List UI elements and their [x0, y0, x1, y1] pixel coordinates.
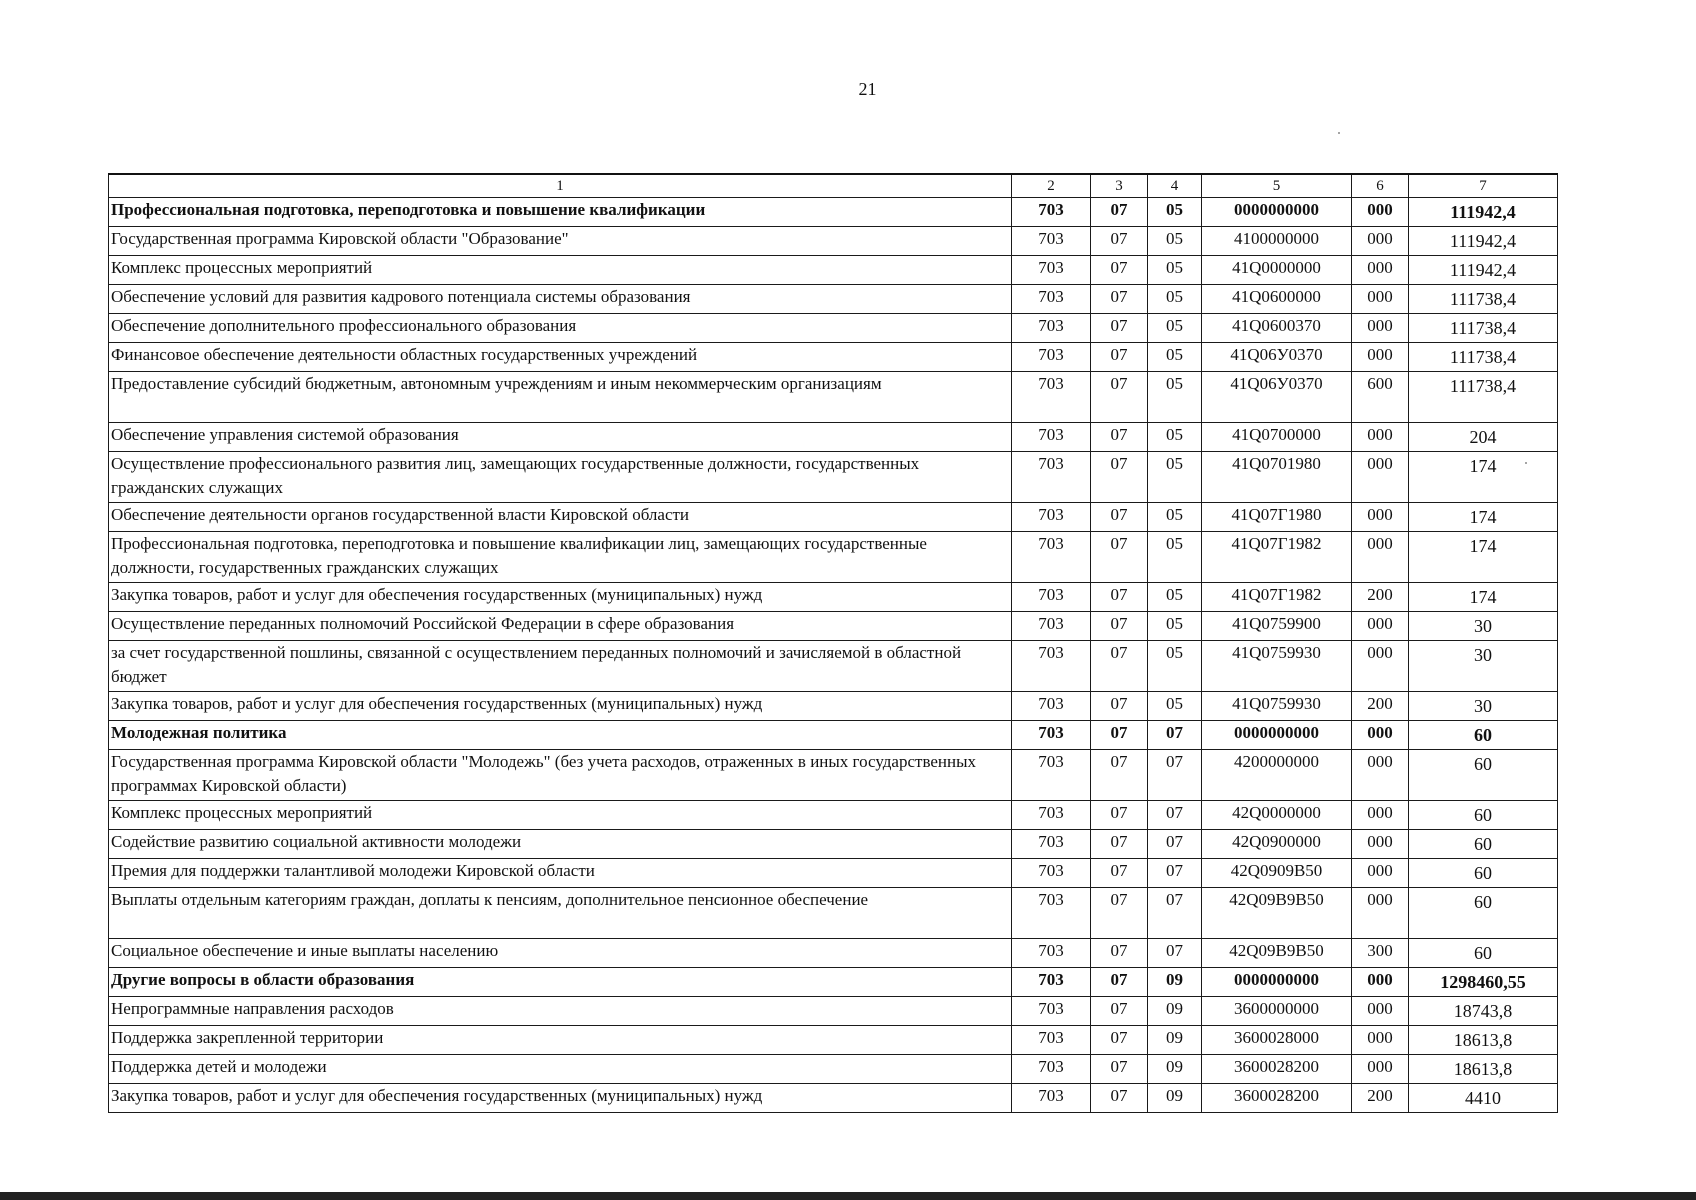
scan-speck [1525, 462, 1527, 464]
row-amount: 30 [1409, 692, 1558, 721]
row-section: 07 [1091, 314, 1148, 343]
row-target-article: 41Q07Г1980 [1202, 503, 1352, 532]
row-subsection: 05 [1148, 343, 1202, 372]
row-section: 07 [1091, 285, 1148, 314]
row-expense-type: 200 [1352, 1084, 1409, 1113]
row-target-article: 41Q06У0370 [1202, 372, 1352, 423]
row-subsection: 05 [1148, 583, 1202, 612]
row-subsection: 05 [1148, 503, 1202, 532]
row-target-article: 41Q07Г1982 [1202, 583, 1352, 612]
row-expense-type: 200 [1352, 583, 1409, 612]
row-target-article: 41Q06У0370 [1202, 343, 1352, 372]
row-target-article: 0000000000 [1202, 968, 1352, 997]
row-amount: 174 [1409, 583, 1558, 612]
row-subsection: 05 [1148, 452, 1202, 503]
row-name: Предоставление субсидий бюджетным, автономным учреждениям и иным некоммерческим организациям [109, 372, 1012, 423]
row-section: 07 [1091, 423, 1148, 452]
table-row [109, 888, 1558, 939]
row-subsection: 07 [1148, 830, 1202, 859]
header-col-7: 7 [1409, 174, 1558, 198]
row-subsection: 09 [1148, 1055, 1202, 1084]
row-name: Другие вопросы в области образования [109, 968, 1012, 997]
row-amount: 111942,4 [1409, 227, 1558, 256]
table-row [109, 968, 1558, 997]
row-section: 07 [1091, 968, 1148, 997]
row-code-admin: 703 [1012, 968, 1091, 997]
row-code-admin: 703 [1012, 750, 1091, 801]
row-section: 07 [1091, 1084, 1148, 1113]
row-amount: 18613,8 [1409, 1026, 1558, 1055]
row-code-admin: 703 [1012, 641, 1091, 692]
row-section: 07 [1091, 343, 1148, 372]
row-target-article: 41Q0000000 [1202, 256, 1352, 285]
table-row [109, 1084, 1558, 1113]
row-code-admin: 703 [1012, 939, 1091, 968]
row-name: Закупка товаров, работ и услуг для обеспечения государственных (муниципальных) нужд [109, 583, 1012, 612]
row-subsection: 05 [1148, 641, 1202, 692]
row-amount: 18743,8 [1409, 997, 1558, 1026]
row-section: 07 [1091, 692, 1148, 721]
row-subsection: 09 [1148, 1084, 1202, 1113]
row-section: 07 [1091, 997, 1148, 1026]
row-target-article: 41Q0600000 [1202, 285, 1352, 314]
row-code-admin: 703 [1012, 372, 1091, 423]
row-expense-type: 000 [1352, 750, 1409, 801]
table-row [109, 452, 1558, 503]
row-code-admin: 703 [1012, 503, 1091, 532]
row-subsection: 05 [1148, 532, 1202, 583]
row-code-admin: 703 [1012, 314, 1091, 343]
row-section: 07 [1091, 721, 1148, 750]
row-expense-type: 000 [1352, 1026, 1409, 1055]
header-col-4: 4 [1148, 174, 1202, 198]
row-name: Осуществление переданных полномочий Российской Федерации в сфере образования [109, 612, 1012, 641]
row-section: 07 [1091, 801, 1148, 830]
row-code-admin: 703 [1012, 692, 1091, 721]
row-target-article: 3600028200 [1202, 1055, 1352, 1084]
budget-table [108, 173, 1558, 1113]
row-amount: 111942,4 [1409, 198, 1558, 227]
row-section: 07 [1091, 612, 1148, 641]
row-amount: 60 [1409, 830, 1558, 859]
row-expense-type: 000 [1352, 801, 1409, 830]
row-expense-type: 000 [1352, 968, 1409, 997]
row-subsection: 05 [1148, 314, 1202, 343]
row-expense-type: 000 [1352, 997, 1409, 1026]
row-amount: 60 [1409, 801, 1558, 830]
row-amount: 111738,4 [1409, 343, 1558, 372]
row-code-admin: 703 [1012, 583, 1091, 612]
row-target-article: 41Q0759930 [1202, 641, 1352, 692]
row-section: 07 [1091, 503, 1148, 532]
row-section: 07 [1091, 1026, 1148, 1055]
table-row [109, 612, 1558, 641]
row-expense-type: 000 [1352, 830, 1409, 859]
row-name: Социальное обеспечение и иные выплаты населению [109, 939, 1012, 968]
row-name: за счет государственной пошлины, связанной с осуществлением переданных полномочий и зачисляемой в областной бюджет [109, 641, 1012, 692]
row-subsection: 07 [1148, 939, 1202, 968]
row-target-article: 41Q0700000 [1202, 423, 1352, 452]
row-expense-type: 000 [1352, 503, 1409, 532]
row-expense-type: 000 [1352, 888, 1409, 939]
row-code-admin: 703 [1012, 859, 1091, 888]
table-row [109, 1055, 1558, 1084]
row-target-article: 42Q09B9B50 [1202, 939, 1352, 968]
row-name: Государственная программа Кировской области "Образование" [109, 227, 1012, 256]
table-row [109, 227, 1558, 256]
row-code-admin: 703 [1012, 1084, 1091, 1113]
row-target-article: 41Q0759930 [1202, 692, 1352, 721]
row-section: 07 [1091, 888, 1148, 939]
row-subsection: 07 [1148, 801, 1202, 830]
row-name: Финансовое обеспечение деятельности областных государственных учреждений [109, 343, 1012, 372]
row-expense-type: 000 [1352, 256, 1409, 285]
row-code-admin: 703 [1012, 227, 1091, 256]
row-amount: 111738,4 [1409, 372, 1558, 423]
row-name: Обеспечение управления системой образования [109, 423, 1012, 452]
row-name: Профессиональная подготовка, переподготовка и повышение квалификации [109, 198, 1012, 227]
row-subsection: 09 [1148, 1026, 1202, 1055]
table-row [109, 750, 1558, 801]
table-row [109, 692, 1558, 721]
header-col-5: 5 [1202, 174, 1352, 198]
row-expense-type: 000 [1352, 721, 1409, 750]
row-name: Закупка товаров, работ и услуг для обеспечения государственных (муниципальных) нужд [109, 1084, 1012, 1113]
row-expense-type: 000 [1352, 859, 1409, 888]
row-expense-type: 000 [1352, 314, 1409, 343]
row-amount: 111942,4 [1409, 256, 1558, 285]
row-code-admin: 703 [1012, 612, 1091, 641]
row-amount: 174 [1409, 532, 1558, 583]
row-target-article: 42Q09B9B50 [1202, 888, 1352, 939]
row-subsection: 05 [1148, 285, 1202, 314]
row-name: Комплекс процессных мероприятий [109, 801, 1012, 830]
table-row [109, 859, 1558, 888]
table-row [109, 423, 1558, 452]
table-row [109, 343, 1558, 372]
row-name: Поддержка детей и молодежи [109, 1055, 1012, 1084]
header-col-6: 6 [1352, 174, 1409, 198]
row-code-admin: 703 [1012, 997, 1091, 1026]
row-expense-type: 300 [1352, 939, 1409, 968]
table-row [109, 1026, 1558, 1055]
table-row [109, 198, 1558, 227]
row-name: Осуществление профессионального развития лиц, замещающих государственные должности, государственных гражданских служащих [109, 452, 1012, 503]
row-code-admin: 703 [1012, 830, 1091, 859]
row-name: Закупка товаров, работ и услуг для обеспечения государственных (муниципальных) нужд [109, 692, 1012, 721]
row-name: Обеспечение дополнительного профессионального образования [109, 314, 1012, 343]
table-row [109, 503, 1558, 532]
row-name: Непрограммные направления расходов [109, 997, 1012, 1026]
row-subsection: 09 [1148, 968, 1202, 997]
row-expense-type: 000 [1352, 641, 1409, 692]
row-target-article: 4200000000 [1202, 750, 1352, 801]
row-amount: 18613,8 [1409, 1055, 1558, 1084]
row-code-admin: 703 [1012, 343, 1091, 372]
table-row [109, 372, 1558, 423]
row-expense-type: 000 [1352, 423, 1409, 452]
row-expense-type: 600 [1352, 372, 1409, 423]
row-name: Государственная программа Кировской области "Молодежь" (без учета расходов, отраженных в иных государственных программах Кировской области) [109, 750, 1012, 801]
row-code-admin: 703 [1012, 1055, 1091, 1084]
row-subsection: 09 [1148, 997, 1202, 1026]
row-amount: 174 [1409, 503, 1558, 532]
row-amount: 60 [1409, 888, 1558, 939]
row-subsection: 07 [1148, 888, 1202, 939]
row-code-admin: 703 [1012, 256, 1091, 285]
row-code-admin: 703 [1012, 1026, 1091, 1055]
page-number: 21 [858, 79, 877, 99]
row-amount: 174 [1409, 452, 1558, 503]
row-amount: 60 [1409, 750, 1558, 801]
row-amount: 111738,4 [1409, 285, 1558, 314]
row-section: 07 [1091, 256, 1148, 285]
row-section: 07 [1091, 750, 1148, 801]
table-row [109, 532, 1558, 583]
row-section: 07 [1091, 583, 1148, 612]
header-col-2: 2 [1012, 174, 1091, 198]
row-target-article: 42Q0909B50 [1202, 859, 1352, 888]
row-amount: 30 [1409, 612, 1558, 641]
row-code-admin: 703 [1012, 801, 1091, 830]
row-section: 07 [1091, 859, 1148, 888]
row-code-admin: 703 [1012, 198, 1091, 227]
scan-speck [1338, 132, 1340, 134]
row-expense-type: 000 [1352, 198, 1409, 227]
row-subsection: 07 [1148, 859, 1202, 888]
row-name: Содействие развитию социальной активности молодежи [109, 830, 1012, 859]
header-col-1: 1 [109, 174, 1012, 198]
row-subsection: 07 [1148, 750, 1202, 801]
row-section: 07 [1091, 641, 1148, 692]
row-expense-type: 000 [1352, 452, 1409, 503]
table-header-row [109, 174, 1558, 198]
row-expense-type: 000 [1352, 532, 1409, 583]
row-section: 07 [1091, 1055, 1148, 1084]
row-code-admin: 703 [1012, 888, 1091, 939]
table-row [109, 285, 1558, 314]
row-amount: 60 [1409, 939, 1558, 968]
row-section: 07 [1091, 452, 1148, 503]
row-name: Выплаты отдельным категориям граждан, доплаты к пенсиям, дополнительное пенсионное обеспечение [109, 888, 1012, 939]
row-target-article: 3600000000 [1202, 997, 1352, 1026]
row-expense-type: 000 [1352, 285, 1409, 314]
row-section: 07 [1091, 830, 1148, 859]
row-amount: 30 [1409, 641, 1558, 692]
table-row [109, 721, 1558, 750]
row-expense-type: 000 [1352, 343, 1409, 372]
row-subsection: 05 [1148, 692, 1202, 721]
header-col-3: 3 [1091, 174, 1148, 198]
row-target-article: 0000000000 [1202, 721, 1352, 750]
row-name: Поддержка закрепленной территории [109, 1026, 1012, 1055]
table-row [109, 801, 1558, 830]
row-target-article: 42Q0000000 [1202, 801, 1352, 830]
table-row [109, 583, 1558, 612]
row-code-admin: 703 [1012, 423, 1091, 452]
row-target-article: 0000000000 [1202, 198, 1352, 227]
row-name: Молодежная политика [109, 721, 1012, 750]
row-section: 07 [1091, 198, 1148, 227]
row-code-admin: 703 [1012, 285, 1091, 314]
row-target-article: 41Q0701980 [1202, 452, 1352, 503]
row-amount: 1298460,55 [1409, 968, 1558, 997]
row-target-article: 41Q0759900 [1202, 612, 1352, 641]
row-target-article: 41Q07Г1982 [1202, 532, 1352, 583]
row-target-article: 41Q0600370 [1202, 314, 1352, 343]
table-row [109, 256, 1558, 285]
table-row [109, 939, 1558, 968]
table-row [109, 641, 1558, 692]
row-name: Комплекс процессных мероприятий [109, 256, 1012, 285]
row-amount: 111738,4 [1409, 314, 1558, 343]
row-subsection: 05 [1148, 372, 1202, 423]
row-amount: 4410 [1409, 1084, 1558, 1113]
row-amount: 60 [1409, 859, 1558, 888]
row-name: Обеспечение условий для развития кадрового потенциала системы образования [109, 285, 1012, 314]
row-section: 07 [1091, 372, 1148, 423]
row-subsection: 05 [1148, 612, 1202, 641]
row-expense-type: 000 [1352, 612, 1409, 641]
table-row [109, 314, 1558, 343]
row-target-article: 3600028000 [1202, 1026, 1352, 1055]
row-expense-type: 000 [1352, 227, 1409, 256]
row-subsection: 07 [1148, 721, 1202, 750]
row-code-admin: 703 [1012, 452, 1091, 503]
row-name: Обеспечение деятельности органов государственной власти Кировской области [109, 503, 1012, 532]
row-subsection: 05 [1148, 227, 1202, 256]
row-section: 07 [1091, 532, 1148, 583]
row-code-admin: 703 [1012, 721, 1091, 750]
row-amount: 204 [1409, 423, 1558, 452]
row-target-article: 42Q0900000 [1202, 830, 1352, 859]
row-target-article: 4100000000 [1202, 227, 1352, 256]
row-section: 07 [1091, 227, 1148, 256]
row-subsection: 05 [1148, 423, 1202, 452]
table-body [109, 198, 1558, 1113]
row-expense-type: 000 [1352, 1055, 1409, 1084]
row-expense-type: 200 [1352, 692, 1409, 721]
table-row [109, 997, 1558, 1026]
row-name: Профессиональная подготовка, переподготовка и повышение квалификации лиц, замещающих государственные должности, государственных гражданских служащих [109, 532, 1012, 583]
row-section: 07 [1091, 939, 1148, 968]
row-code-admin: 703 [1012, 532, 1091, 583]
row-subsection: 05 [1148, 256, 1202, 285]
row-amount: 60 [1409, 721, 1558, 750]
table-row [109, 830, 1558, 859]
row-target-article: 3600028200 [1202, 1084, 1352, 1113]
row-name: Премия для поддержки талантливой молодежи Кировской области [109, 859, 1012, 888]
scan-bottom-edge [0, 1192, 1696, 1200]
row-subsection: 05 [1148, 198, 1202, 227]
